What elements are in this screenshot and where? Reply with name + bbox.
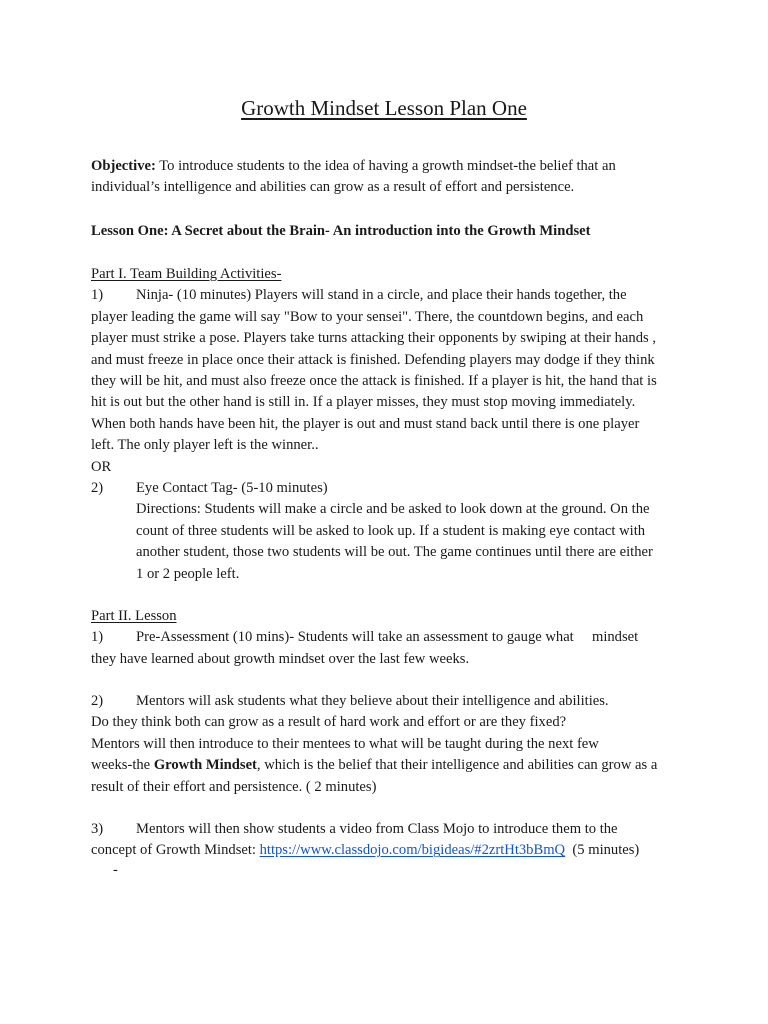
item-line [91, 840, 681, 861]
part-1-heading: Part I. Team Building Activities- [91, 266, 282, 282]
part-1-item-1 [91, 285, 681, 306]
item-line: Do they think both can grow as a result of hard work and effort or are they fixed? [91, 714, 567, 731]
item-number: 2) [91, 693, 104, 709]
trailing-dash-mark: - [113, 862, 118, 878]
part-1-section [91, 264, 681, 585]
item-line: When both hands have been hit, the player is out and must stand back until there is one player [91, 415, 640, 432]
item-line: Mentors will ask students what they believe about their intelligence and abilities. [136, 693, 609, 709]
or-separator: OR [91, 458, 112, 475]
item-line: another student, those two students will be out. The game continues until there are either [136, 544, 653, 561]
part-1-item-2 [91, 478, 681, 499]
text-segment: weeks-the [91, 757, 154, 774]
item-line: Ninja- (10 minutes) Players will stand in a circle, and place their hands together, the [136, 287, 627, 304]
item-line: player must strike a pose. Players take turns attacking their opponents by swiping at their hands , [91, 330, 656, 347]
growth-mindset-term: Growth Mindset [153, 757, 257, 774]
item-number: 2) [91, 480, 104, 497]
part-2-item-2 [91, 691, 681, 798]
text-segment: (5 minutes) [565, 842, 640, 859]
item-line: Directions: Students will make a circle and be asked to look down at the ground. On the [136, 501, 650, 518]
item-line: Mentors will then show students a video from Class Mojo to introduce them to the [136, 821, 618, 837]
lesson-heading: Lesson One: A Secret about the Brain- An introduction into the Growth Mindset [91, 223, 591, 239]
item-line: left. The only player left is the winner.. [91, 437, 319, 454]
item-line: they will be hit, and must also freeze once the attack is finished. If a player is hit, the hand that is [91, 373, 657, 390]
item-line [91, 755, 681, 776]
item-line: player leading the game will say "Bow to your sensei". There, the countdown begins, and each [91, 308, 644, 325]
item-line: Pre-Assessment (10 mins)- Students will take an assessment to gauge what mindset [136, 629, 639, 646]
part-2-item-3 [91, 819, 681, 862]
document-title: Growth Mindset Lesson Plan One [241, 96, 527, 120]
objective-line-1: To introduce students to the idea of having a growth mindset-the belief that an [155, 158, 616, 174]
text-segment: concept of Growth Mindset: [91, 842, 260, 859]
objective-line-2: individual’s intelligence and abilities can grow as a result of effort and persistence. [91, 179, 575, 196]
item-line: hit is out but the other hand is still in. If a player misses, they must stop moving immediately. [91, 394, 636, 411]
item-line: result of their effort and persistence. ( 2 minutes) [91, 778, 377, 795]
part-2-heading: Part II. Lesson [91, 608, 177, 624]
item-line: and must freeze in place once their attack is finished. Defending players may dodge if they think [91, 351, 655, 368]
item-line: Mentors will then introduce to their mentees to what will be taught during the next few [91, 735, 599, 752]
item-number: 1) [91, 629, 104, 646]
objective-label: Objective: [91, 158, 156, 174]
item-line: Eye Contact Tag- (5-10 minutes) [136, 480, 328, 497]
objective-paragraph [91, 156, 681, 199]
item-line: they have learned about growth mindset over the last few weeks. [91, 650, 470, 667]
part-2-section [91, 606, 681, 670]
classdojo-video-link[interactable]: https://www.classdojo.com/bigideas/#2zrtHt3bBmQ [259, 842, 566, 859]
part-2-item-1 [91, 627, 681, 648]
item-number: 3) [91, 821, 104, 837]
item-line: count of three students will be asked to look up. If a student is making eye contact with [136, 522, 646, 539]
text-segment: , which is the belief that their intelligence and abilities can grow as a [256, 757, 658, 774]
item-number: 1) [91, 287, 104, 304]
item-line: 1 or 2 people left. [136, 565, 240, 582]
